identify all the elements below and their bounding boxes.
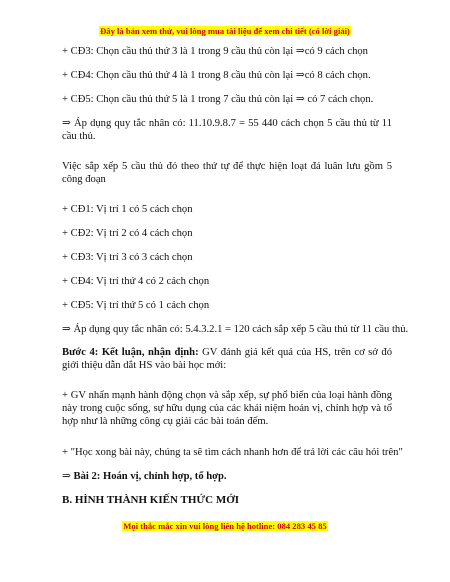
position1-line: + CĐ1: Vị trí 1 có 5 cách chọn <box>62 204 193 215</box>
hotline-banner <box>0 521 450 531</box>
preview-banner-text: Đây là bản xem thử, vui lòng mua tài liệu để xem chi tiết (có lời giải) <box>100 26 350 36</box>
step4-line: + CĐ4: Chọn cầu thủ thứ 4 là 1 trong 8 cầu thủ còn lại ⇒có 8 cách chọn. <box>62 70 371 81</box>
arrangement-intro: Việc sắp xếp 5 cầu thủ đó theo thứ tự để thực hiện loạt đá luân lưu gồm 5 công đoạn <box>62 161 392 185</box>
teacher-emphasis: + GV nhấn mạnh hành động chọn và sắp xếp, sự phổ biến của loại hành đồng này trong cuộc sống, sự hữu dụng của các khái niệm hoán vị, chỉnh hợp và tổ hợp như là những công cụ giải các bài toán đếm. <box>62 390 392 427</box>
position5-line: + CĐ5: Vị trí thứ 5 có 1 cách chọn <box>62 300 210 311</box>
preview-banner <box>0 26 450 36</box>
arrow-icon: ⇒ <box>62 471 71 482</box>
position3-line: + CĐ3: Vị trí 3 có 3 cách chọn <box>62 252 193 263</box>
step5-line: + CĐ5: Chọn cầu thủ thứ 5 là 1 trong 7 cầu thủ còn lại ⇒ có 7 cách chọn. <box>62 94 374 105</box>
arrangement-result: ⇒ Áp dụng quy tắc nhân có: 5.4.3.2.1 = 120 cách sắp xếp 5 cầu thủ từ 11 cầu thủ. <box>62 324 409 335</box>
lesson-title-line <box>62 470 392 483</box>
conclusion-paragraph <box>62 346 392 372</box>
step3-line: + CĐ3: Chọn cầu thủ thứ 3 là 1 trong 9 cầu thủ còn lại ⇒có 9 cách chọn <box>62 46 368 57</box>
hotline-banner-text: Mọi thắc mắc xin vui lòng liên hệ hotline: 084 283 45 85 <box>123 521 327 531</box>
conclusion-heading: Bước 4: Kết luận, nhận định: <box>62 347 199 358</box>
multiplication-rule-result: ⇒ Áp dụng quy tắc nhân có: 11.10.9.8.7 = 55 440 cách chọn 5 cầu thủ từ 11 cầu thủ. <box>62 118 392 142</box>
position2-line: + CĐ2: Vị trí 2 có 4 cách chọn <box>62 228 193 239</box>
section-heading: B. HÌNH THÀNH KIẾN THỨC MỚI <box>62 494 240 506</box>
conclusion-text: GV đánh giá kết quả của HS, trên cơ sở đó giới thiệu dẫn dắt HS vào bài học mới: <box>62 347 392 371</box>
lesson-quote: + "Học xong bài này, chúng ta sẽ tìm cách nhanh hơn để trả lời các câu hỏi trên" <box>62 447 403 458</box>
lesson-title: Bài 2: Hoán vị, chỉnh hợp, tổ hợp. <box>73 471 227 482</box>
position4-line: + CĐ4: Vị trí thứ 4 có 2 cách chọn <box>62 276 210 287</box>
